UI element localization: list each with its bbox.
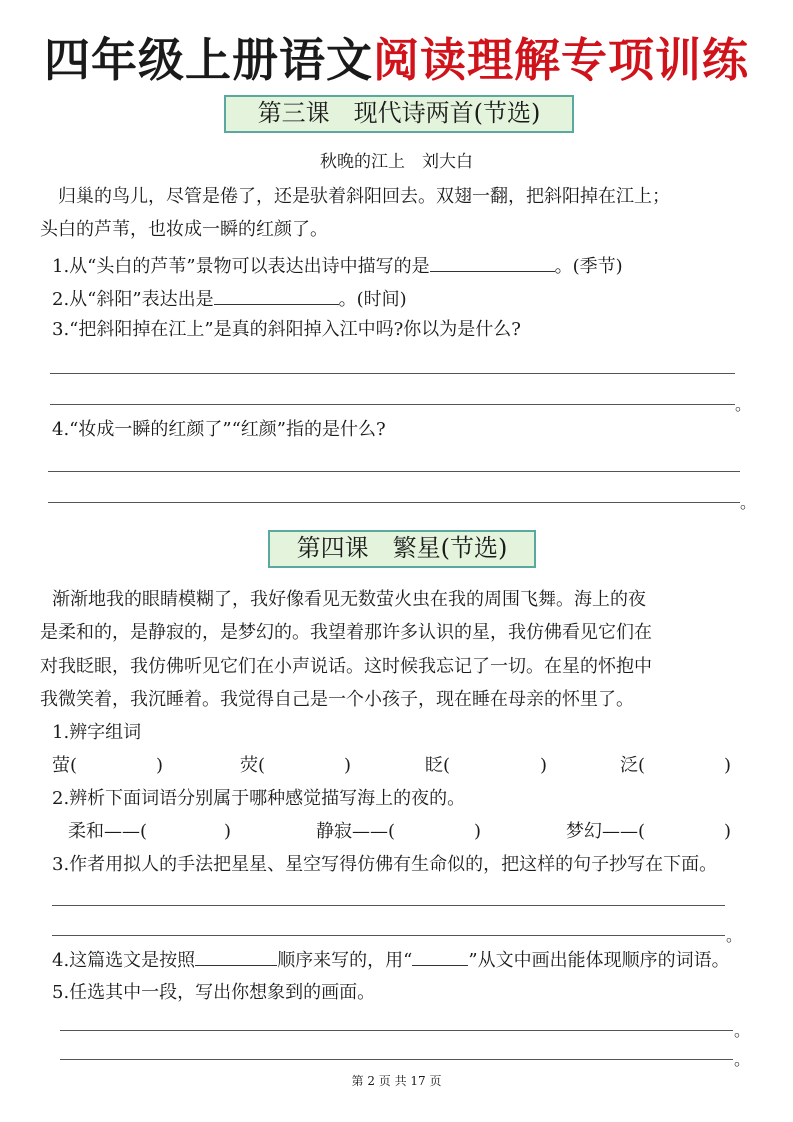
- page-number: 第 2 页 共 17 页: [351, 1074, 442, 1088]
- close-paren: ): [724, 821, 732, 842]
- answer-line[interactable]: [60, 1030, 733, 1031]
- question-2: [52, 286, 407, 311]
- answer-blank[interactable]: [412, 947, 468, 966]
- answer-line[interactable]: [48, 502, 740, 503]
- char-item: 萤(: [52, 755, 78, 776]
- passage-line: 我微笑着，我沉睡着。我觉得自己是一个小孩子，现在睡在母亲的怀里了。: [40, 689, 634, 710]
- title-black: 四年级上册语文: [44, 33, 373, 87]
- answer-line[interactable]: [52, 905, 725, 906]
- q-text: 顺序来写的，用“: [277, 950, 413, 971]
- lesson4-heading: 第四课 繁星(节选): [268, 530, 536, 568]
- period: 。: [726, 926, 743, 945]
- poem-title: 秋晚的江上 刘大白: [320, 152, 473, 172]
- word-item: 柔和——(: [68, 821, 148, 842]
- passage-line: 对我眨眼，我仿佛听见它们在小声说话。这时候我忘记了一切。在星的怀抱中: [40, 656, 652, 677]
- period: 。: [740, 493, 757, 512]
- question-4: [52, 947, 730, 972]
- q-text: 2.从“斜阳”表达出是: [52, 289, 214, 310]
- question-3: 3.“把斜阳掉在江上”是真的斜阳掉入江中吗?你以为是什么?: [52, 319, 521, 340]
- answer-blank[interactable]: [214, 286, 339, 305]
- answer-blank[interactable]: [430, 253, 555, 272]
- char-item: 荧(: [240, 755, 266, 776]
- period: 。: [734, 1021, 751, 1040]
- close-paren: ): [156, 755, 164, 776]
- page-title: [0, 24, 793, 90]
- period: 。: [734, 1050, 751, 1069]
- answer-line[interactable]: [50, 404, 735, 405]
- lesson3-heading: 第三课 现代诗两首(节选): [224, 95, 574, 133]
- q-text: 。(季节): [554, 256, 623, 277]
- answer-blank[interactable]: [195, 947, 277, 966]
- answer-line[interactable]: [50, 373, 735, 374]
- answer-line[interactable]: [52, 935, 725, 936]
- char-item: 眨(: [425, 755, 451, 776]
- close-paren: ): [724, 755, 732, 776]
- q-text: ”从文中画出能体现顺序的词语。: [468, 950, 730, 971]
- title-red: 阅读理解专项训练: [373, 33, 749, 87]
- char-item: 泛(: [620, 755, 646, 776]
- period: 。: [735, 395, 752, 414]
- q-text: 1.从“头白的芦苇”景物可以表达出诗中描写的是: [52, 256, 430, 277]
- answer-line[interactable]: [60, 1059, 733, 1060]
- q-text: 4.这篇选文是按照: [52, 950, 196, 971]
- close-paren: ): [540, 755, 548, 776]
- close-paren: ): [224, 821, 232, 842]
- passage-line: 是柔和的，是静寂的，是梦幻的。我望着那许多认识的星，我仿佛看见它们在: [40, 622, 652, 643]
- word-item: 梦幻——(: [566, 821, 646, 842]
- answer-line[interactable]: [48, 471, 740, 472]
- q-text: 。(时间): [338, 289, 407, 310]
- close-paren: ): [474, 821, 482, 842]
- question-5: 5.任选其中一段，写出你想象到的画面。: [52, 982, 376, 1003]
- poem-line: 头白的芦苇，也妆成一瞬的红颜了。: [40, 219, 328, 240]
- close-paren: ): [344, 755, 352, 776]
- word-item: 静寂——(: [316, 821, 396, 842]
- question-2: 2.辨析下面词语分别属于哪种感觉描写海上的夜的。: [52, 788, 466, 809]
- question-1: 1.辨字组词: [52, 722, 142, 743]
- question-3: 3.作者用拟人的手法把星星、星空写得仿佛有生命似的，把这样的句子抄写在下面。: [52, 854, 718, 875]
- question-1: [52, 253, 623, 278]
- question-4: 4.“妆成一瞬的红颜了”“红颜”指的是什么?: [52, 419, 386, 440]
- passage-line: 渐渐地我的眼睛模糊了，我好像看见无数萤火虫在我的周围飞舞。海上的夜: [52, 589, 646, 610]
- poem-line: 归巢的鸟儿，尽管是倦了，还是驮着斜阳回去。双翅一翻，把斜阳掉在江上；: [58, 186, 670, 207]
